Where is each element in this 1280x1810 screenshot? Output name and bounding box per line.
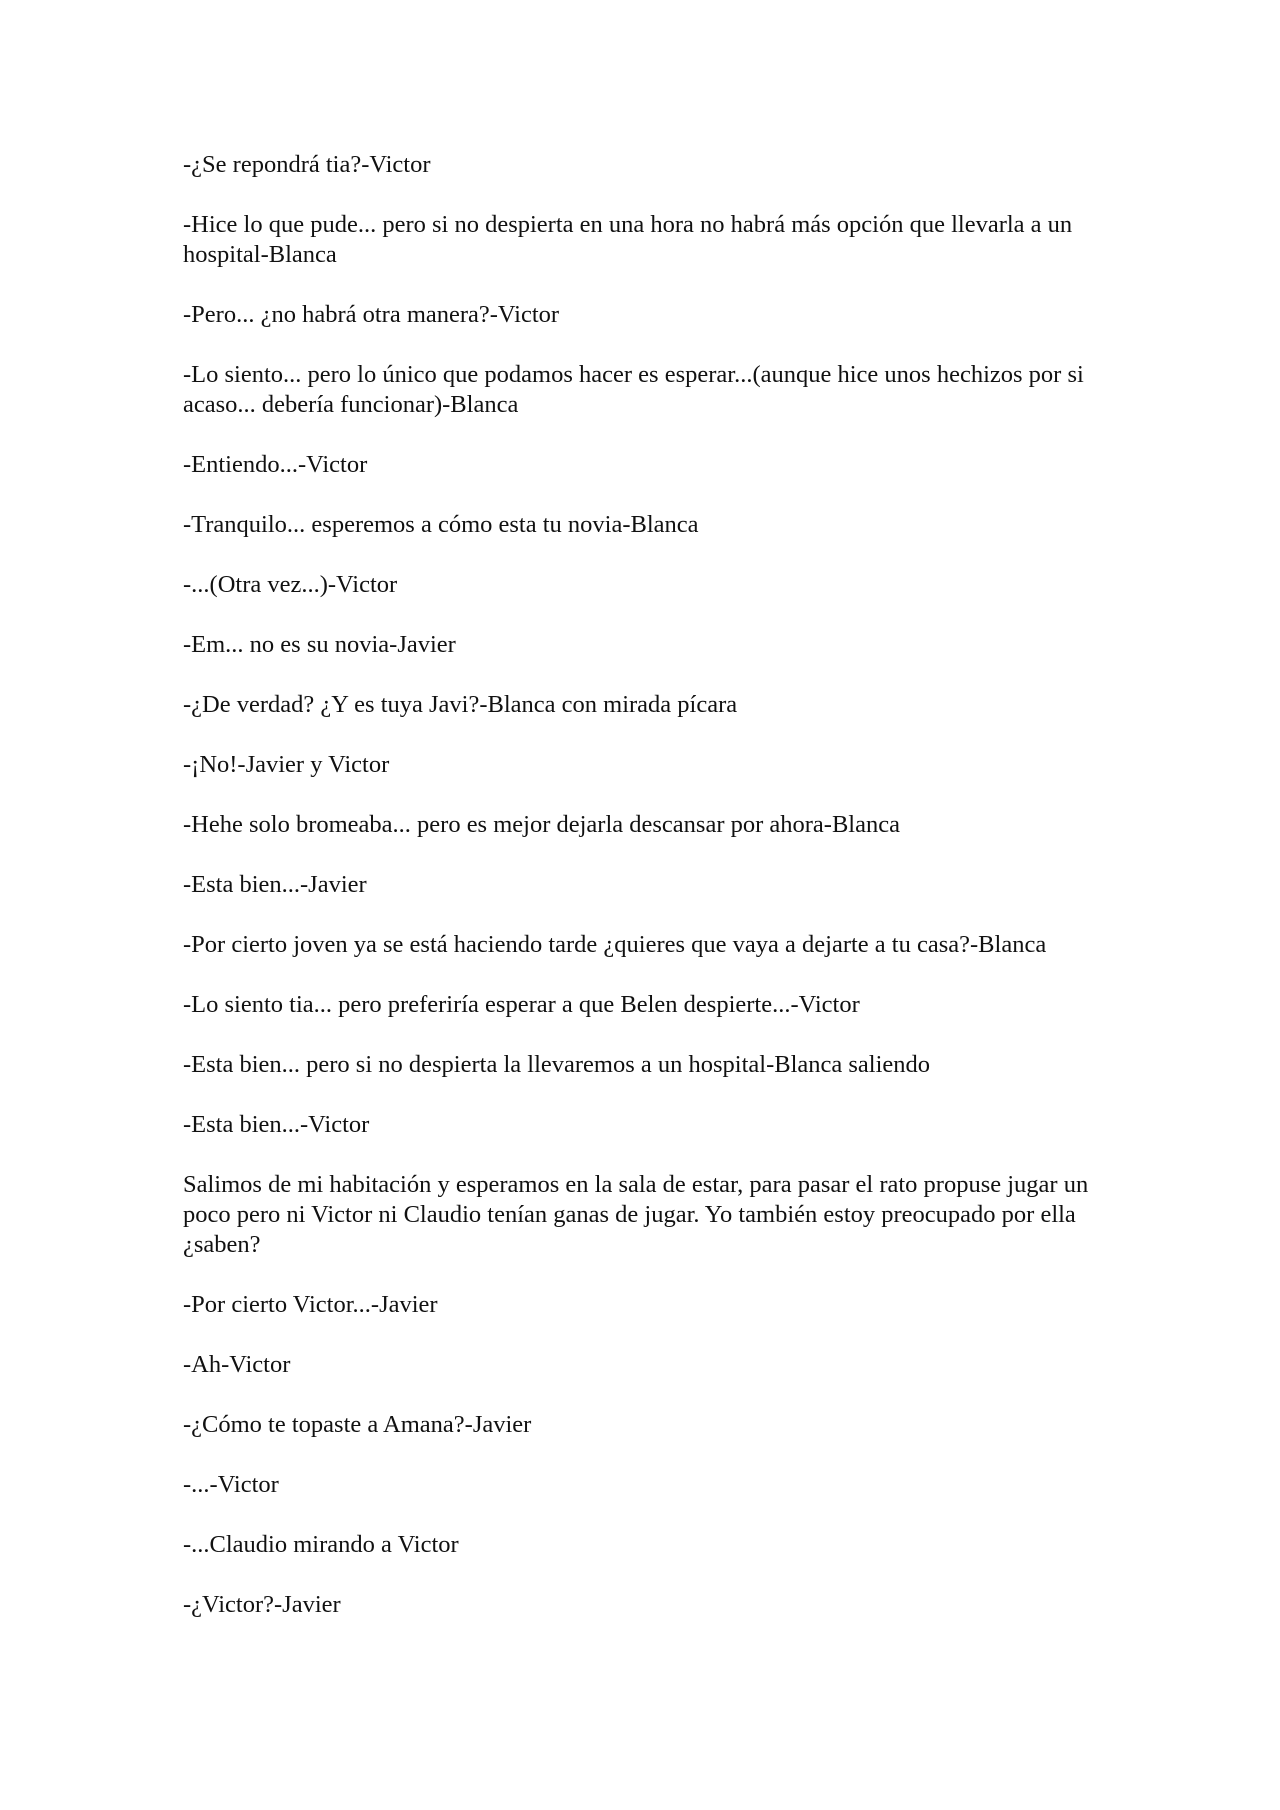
paragraph: -Lo siento... pero lo único que podamos hacer es esperar...(aunque hice unos hechizos por si acaso... debería funcionar)-Blanca (183, 361, 1084, 418)
paragraph: -Esta bien... pero si no despierta la llevaremos a un hospital-Blanca saliendo (183, 1051, 931, 1078)
paragraph: -¿Cómo te topaste a Amana?-Javier (183, 1411, 532, 1438)
paragraph: -...-Victor (183, 1471, 279, 1498)
paragraph: -Por cierto Victor...-Javier (183, 1291, 438, 1318)
paragraph: -¿Victor?-Javier (183, 1591, 341, 1618)
paragraph: -¿De verdad? ¿Y es tuya Javi?-Blanca con mirada pícara (183, 691, 738, 718)
paragraph: -¿Se repondrá tia?-Victor (183, 151, 431, 178)
paragraph: -Esta bien...-Victor (183, 1111, 370, 1138)
paragraph: -Hice lo que pude... pero si no despierta en una hora no habrá más opción que llevarla a un hospital-Blanca (183, 211, 1073, 268)
paragraph: -¡No!-Javier y Victor (183, 751, 390, 778)
paragraph: -...Claudio mirando a Victor (183, 1531, 459, 1558)
paragraph: -Ah-Victor (183, 1351, 291, 1378)
paragraph: -Por cierto joven ya se está haciendo tarde ¿quieres que vaya a dejarte a tu casa?-Blanca (183, 931, 1047, 958)
paragraph: -Lo siento tia... pero preferiría esperar a que Belen despierte...-Victor (183, 991, 860, 1018)
paragraph: -Tranquilo... esperemos a cómo esta tu novia-Blanca (183, 511, 699, 538)
paragraph: Salimos de mi habitación y esperamos en la sala de estar, para pasar el rato propuse jugar un poco pero ni Victor ni Claudio tenían ganas de jugar. Yo también estoy preocupado por ella ¿saben? (183, 1171, 1089, 1258)
paragraph: -Hehe solo bromeaba... pero es mejor dejarla descansar por ahora-Blanca (183, 811, 900, 838)
paragraph: -Pero... ¿no habrá otra manera?-Victor (183, 301, 560, 328)
paragraph: -Em... no es su novia-Javier (183, 631, 456, 658)
paragraph: -Esta bien...-Javier (183, 871, 367, 898)
paragraph: -Entiendo...-Victor (183, 451, 368, 478)
document-body (183, 150, 1113, 1650)
paragraph: -...(Otra vez...)-Victor (183, 571, 398, 598)
